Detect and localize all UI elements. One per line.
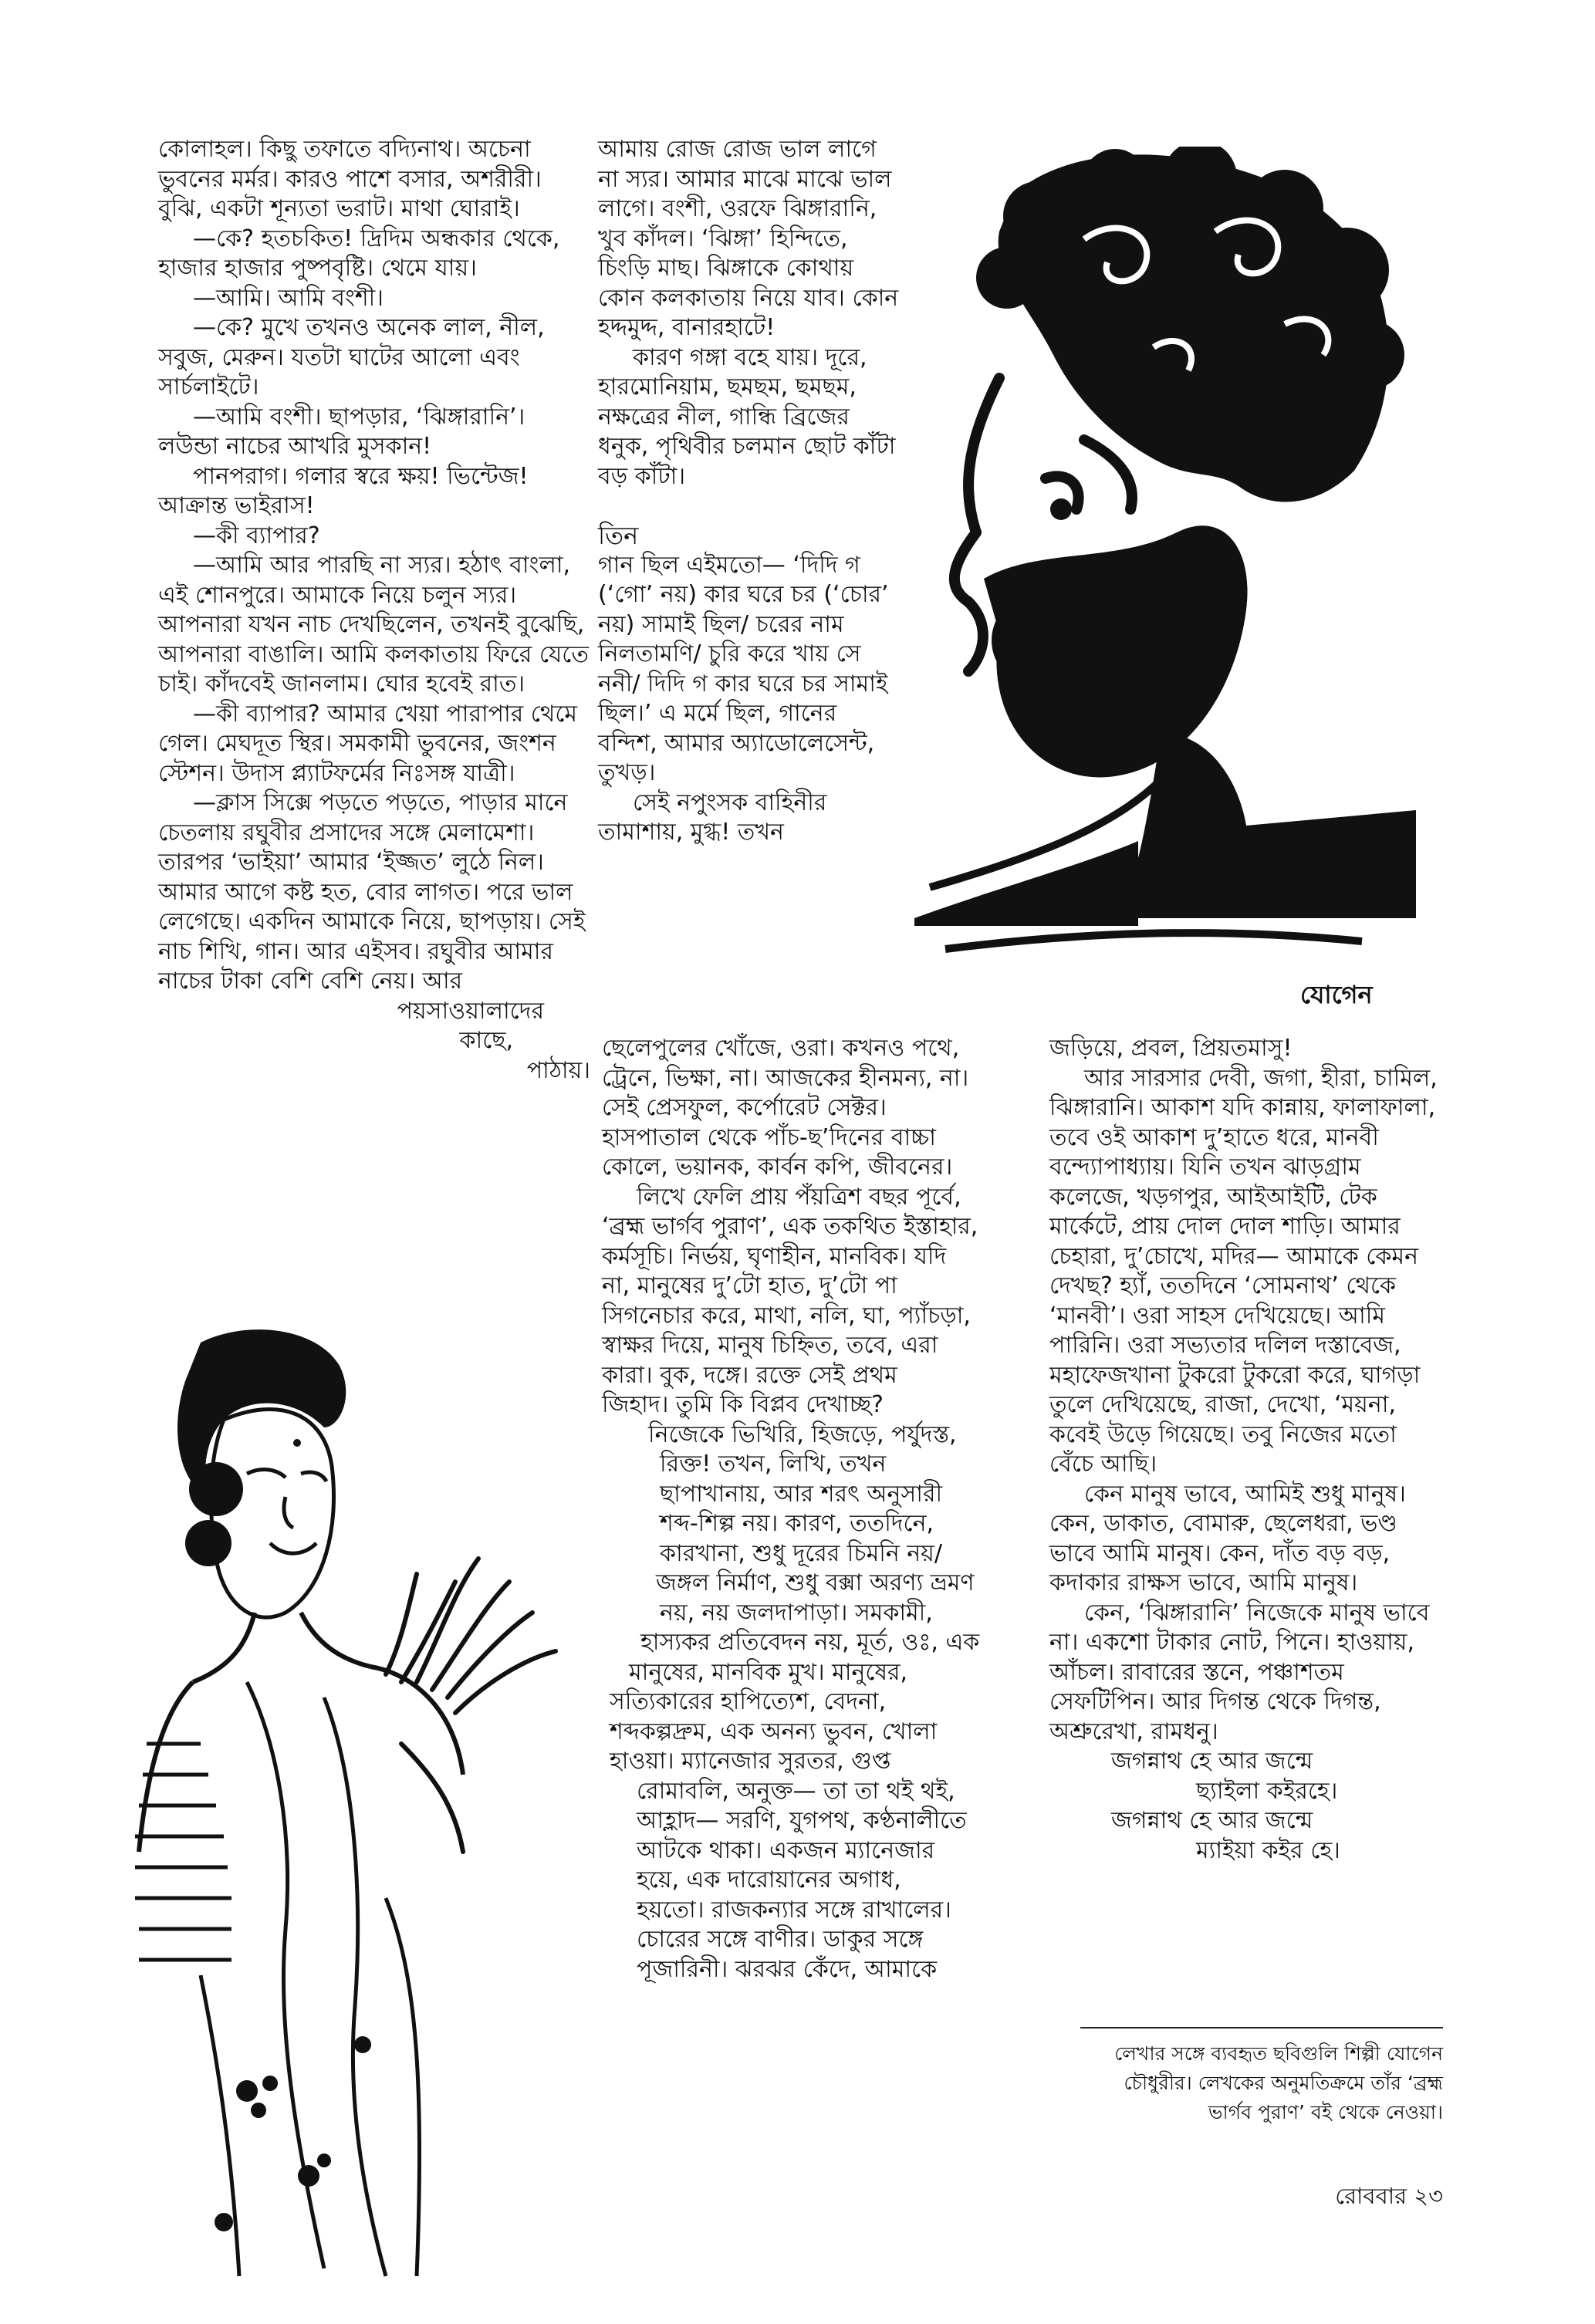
text-line: কোলে, ভয়ানক, কার্বন কপি, জীবনের।: [602, 1154, 953, 1181]
page-folio: রোববার ২৩: [1335, 2183, 1443, 2209]
paragraph: —ক্লাস সিক্সে পড়তে পড়তে, পাড়ার মানে চেতলায় রঘুবীর প্রসাদের সঙ্গে মেলামেশা। তারপর ‘ভাইয়া’ আমার ‘ইজ্জত’ লুঠে নিল। আমার আগে কষ্ট হত, বোর লাগত। পরে ভাল লেগেছে। একদিন আমাকে নিয়ে, ছাপড়ায়। সেই নাচ শিখি, গান। আর এইসব। রঘুবীর আমার নাচের টাকা বেশি বেশি নেয়। আর: [158, 789, 586, 995]
text-line: রিক্ত! তখন, লিখি, তখন: [660, 1451, 887, 1478]
poem-line: ম্যাইয়া কইর হে।: [1196, 1836, 1340, 1864]
paragraph: কারণ গঙ্গা বহে যায়। দূরে, হারমোনিয়াম, ছমছম, ছমছম, নক্ষত্রের নীল, গান্ধি ব্রিজের ধনুক, পৃথিবীর চলমান ছোট কাঁটা বড় কাঁটা।: [598, 343, 896, 490]
text-line: আহ্লাদ— সরণি, যুগপথ, কণ্ঠনালীতে: [637, 1807, 967, 1834]
text-line: ছাপাখানায়, আর শরৎ অনুসারী: [660, 1480, 943, 1508]
text-line: মানুষের, মানবিক মুখ। মানুষের,: [629, 1658, 908, 1686]
poem-line: জগন্নাথ হে আর জন্মে: [1111, 1807, 1313, 1834]
text-line: সিগনেচার করে, মাথা, নলি, ঘা, প্যাঁচড়া,: [602, 1302, 971, 1329]
text-line: আটকে থাকা। একজন ম্যানেজার: [637, 1836, 935, 1864]
text-line: শব্দ-শিল্প নয়। কারণ, ততদিনে,: [660, 1510, 934, 1537]
paragraph: —আমি বংশী। ছাপড়ার, ‘ঝিঙ্গারানি’। লউন্ডা নাচের আখরি মুসকান!: [158, 403, 525, 460]
text-line: হয়তো। রাজকন্যার সঙ্গে রাখালের।: [637, 1896, 951, 1924]
poem-line: ছ্যাইলা কইরহে।: [1196, 1777, 1338, 1805]
portrait-illustration: [884, 147, 1416, 1026]
poem-line: জগন্নাথ হে আর জন্মে: [1111, 1748, 1313, 1775]
text-line: হয়ে, এক দারোয়ানের অগাধ,: [637, 1866, 901, 1893]
paragraph: কেন মানুষ ভাবে, আমিই শুধু মানুষ। কেন, ডাকাত, বোমারু, ছেলেধরা, ভণ্ড ভাবে আমি মানুষ। কেন, দাঁত বড় বড়, কদাকার রাক্ষস ভাবে, আমি মানুষ।: [1049, 1480, 1406, 1596]
text-line: পূজারিনী। ঝরঝর কেঁদে, আমাকে: [637, 1955, 938, 1983]
artist-signature: যোগেন: [1300, 980, 1373, 1009]
paragraph: পানপরাগ। গলার স্বরে ক্ষয়! ভিন্টেজ! আক্রান্ত ভাইরাস!: [158, 462, 529, 519]
text-line: পয়সাওয়ালাদের: [397, 997, 544, 1025]
article-column-middle-bottom: [602, 1034, 992, 1985]
text-line: কাছে,: [459, 1027, 513, 1054]
text-line: স্বাক্ষর দিয়ে, মানুষ চিহ্নিত, তবে, এরা: [602, 1332, 938, 1359]
paragraph: —আমি আর পারছি না স্যর। হঠাৎ বাংলা, এই শোনপুরে। আমাকে নিয়ে চলুন স্যর। আপনারা যখন নাচ দেখছিলেন, তখনই বুঝেছি, আপনারা বাঙালি। আমি কলকাতায় ফিরে যেতে চাই। কাঁদবেই জানলাম। ঘোর হবেই রাত।: [158, 552, 589, 698]
text-line: ছেলেপুলের খোঁজে, ওরা। কখনও পথে,: [602, 1035, 960, 1062]
article-column-right: [1049, 1034, 1443, 1866]
section-heading: তিন: [598, 521, 639, 550]
text-line: কারখানা, শুধু দূরের চিমনি নয়/: [660, 1539, 942, 1567]
illustration-credit: লেখার সঙ্গে ব্যবহৃত ছবিগুলি শিল্পী যোগেন চৌধুরীর। লেখকের অনুমতিক্রমে তাঁর ‘ব্রহ্ম ভার্গব পুরাণ’ বই থেকে নেওয়া।: [1080, 2027, 1443, 2127]
paragraph: সেই নপুংসক বাহিনীর তামাশায়, মুগ্ধ! তখন: [598, 789, 827, 846]
text-line: হাওয়া। ম্যানেজার সুরতর, গুপ্ত: [610, 1748, 891, 1775]
woman-drawing: [93, 1312, 594, 2284]
text-line: নয়, নয় জলদাপাড়া। সমকামী,: [660, 1599, 933, 1626]
paragraph: —কী ব্যাপার? আমার খেয়া পারাপার থেমে গেল। মেঘদূত স্থির। সমকামী ভুবনের, জংশন স্টেশন। উদাস প্ল্যাটফর্মের নিঃসঙ্গ যাত্রী।: [158, 700, 578, 787]
paragraph: —কী ব্যাপার?: [193, 522, 320, 549]
portrait-drawing: [884, 147, 1416, 1026]
text-line: জিহাদ। তুমি কি বিপ্লব দেখাচ্ছ?: [602, 1391, 884, 1418]
text-line: চোরের সঙ্গে বাণীর। ডাকুর সঙ্গে: [637, 1926, 924, 1953]
text-line: কর্মসূচি। নির্ভয়, ঘৃণাহীন, মানবিক। যদি: [602, 1242, 947, 1270]
paragraph: আমায় রোজ রোজ ভাল লাগে না স্যর। আমার মাঝে মাঝে ভাল লাগে। বংশী, ওরফে ঝিঙ্গারানি, খুব কাঁদল। ‘ঝিঙ্গা’ হিন্দিতে, চিংড়ি মাছ। ঝিঙ্গাকে কোথায় কোন কলকাতায় নিয়ে যাব। কোন হদ্দমুদ্দ, বানারহাটে!: [598, 136, 899, 341]
text-line: সত্যিকারের হাপিত্যেশ, বেদনা,: [610, 1688, 887, 1715]
text-line: পাঠায়।: [526, 1056, 590, 1084]
article-column-middle-top: [598, 135, 903, 848]
paragraph: গান ছিল এইমতো— ‘দিদি গ (‘গো’ নয়) কার ঘরে চর (‘চোর’ নয়) সামাই ছিল/ চরের নাম নিলতামণি/ চুরি করে খায় সে ননী/ দিদি গ কার ঘরে চর সামাই ছিল।’ এ মর্মে ছিল, গানের বন্দিশ, আমার অ্যাডোলেসেন্ট, তুখড়।: [598, 551, 889, 786]
text-line: না, মানুষের দু’টো হাত, দু’টো পা: [602, 1272, 897, 1299]
woman-illustration: [93, 1312, 594, 2284]
article-column-left: [158, 135, 590, 1086]
paragraph: —কে? হতচকিত! দ্রিদিম অন্ধকার থেকে, হাজার হাজার পুষ্পবৃষ্টি। থেমে যায়।: [158, 225, 560, 282]
text-line: জঙ্গল নির্মাণ, শুধু বক্সা অরণ্য ভ্রমণ: [656, 1569, 975, 1596]
text-line: সেই প্রেসফুল, কর্পোরেট সেক্টর।: [602, 1094, 887, 1121]
paragraph: জড়িয়ে, প্রবল, প্রিয়তমাসু!: [1049, 1035, 1293, 1062]
text-line: ‘ব্রহ্ম ভার্গব পুরাণ’, এক তকথিত ইস্তাহার,: [602, 1213, 978, 1240]
paragraph: আর সারসার দেবী, জগা, হীরা, চামিল, ঝিঙ্গারানি। আকাশ যদি কান্নায়, ফালাফালা, তবে ওই আকাশ দু’হাতে ধরে, মানবী বন্দ্যোপাধ্যায়। যিনি তখন ঝাড়গ্রাম কলেজে, খড়গপুর, আইআইটি, টেক মার্কেটে, প্রায় দোল দোল শাড়ি। আমার চেহারা, দু’চোখে, মদির— আমাকে কেমন দেখছ? হ্যাঁ, ততদিনে ‘সোমনাথ’ থেকে ‘মানবী’। ওরা সাহস দেখিয়েছে। আমি পারিনি। ওরা সভ্যতার দলিল দস্তাবেজ, মহাফেজখানা টুকরো টুকরো করে, ঘাগড়া তুলে দেখিয়েছে, রাজা, দেখো, ‘ময়না, কবেই উড়ে গিয়েছে। তবু নিজের মতো বেঁচে আছি।: [1049, 1064, 1438, 1478]
text-line: লিখে ফেলি প্রায় পঁয়ত্রিশ বছর পূর্বে,: [637, 1183, 961, 1211]
poem: [1049, 1747, 1443, 1866]
paragraph: কেন, ‘ঝিঙ্গারানি’ নিজেকে মানুষ ভাবে না। একশো টাকার নোট, পিনে। হাওয়ায়, আঁচল। রাবারের স্তনে, পঞ্চাশতম সেফটিপিন। আর দিগন্ত থেকে দিগন্ত, অশ্রুরেখা, রামধনু।: [1049, 1599, 1430, 1745]
paragraph: —আমি। আমি বংশী।: [193, 284, 384, 312]
text-line: হাস্যকর প্রতিবেদন নয়, মূর্ত, ওঃ, এক: [640, 1629, 980, 1656]
text-line: কারা। বুক, দঙ্গে। রক্তে সেই প্রথম: [602, 1361, 897, 1389]
text-line: ট্রেনে, ভিক্ষা, না। আজকের হীনমন্য, না।: [602, 1064, 969, 1092]
paragraph: —কে? মুখে তখনও অনেক লাল, নীল, সবুজ, মেরুন। যতটা ঘাটের আলো এবং সার্চলাইটে।: [158, 314, 545, 400]
text-line: শব্দকল্পদ্রুম, এক অনন্য ভুবন, খোলা: [610, 1718, 938, 1745]
paragraph: কোলাহল। কিছু তফাতে বদ্যিনাথ। অচেনা ভুবনের মর্মর। কারও পাশে বসার, অশরীরী। বুঝি, একটা শূন্যতা ভরাট। মাথা ঘোরাই।: [158, 136, 542, 222]
text-line: নিজেকে ভিখিরি, হিজড়ে, পর্যুদস্ত,: [648, 1420, 957, 1448]
text-line: রোমাবলি, অনুক্ত— তা তা থই থই,: [637, 1777, 955, 1805]
text-line: হাসপাতাল থেকে পাঁচ-ছ’দিনের বাচ্চা: [602, 1123, 936, 1151]
